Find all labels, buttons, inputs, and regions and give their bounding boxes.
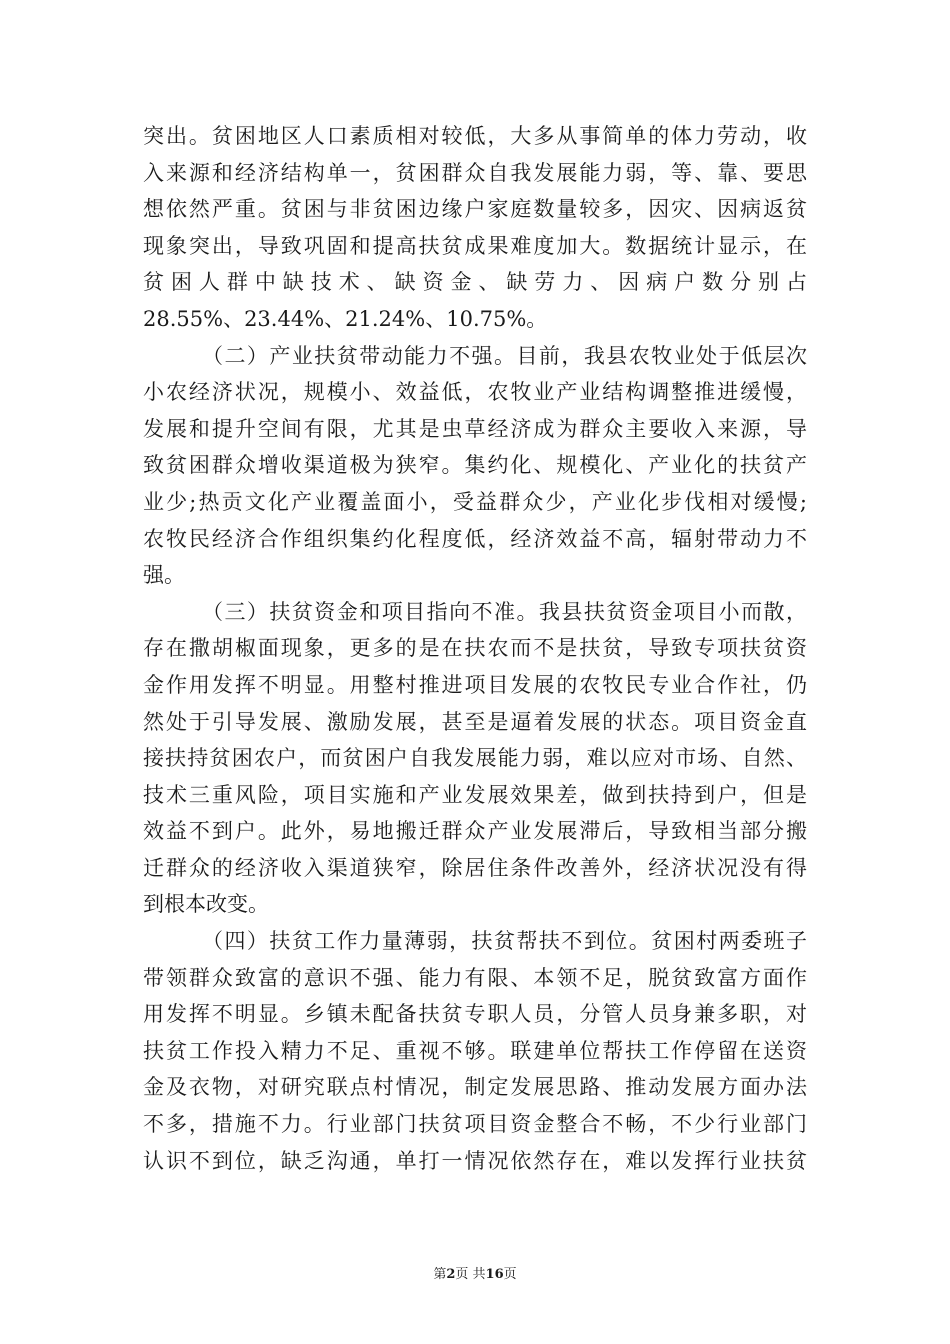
- text-line: 业少;热贡文化产业覆盖面小，受益群众少，产业化步伐相对缓慢;: [143, 489, 807, 514]
- text-line: 迁群众的经济收入渠道狭窄，除居住条件改善外，经济状况没有得: [143, 855, 807, 880]
- text-line: 到根本改变。: [143, 892, 269, 917]
- text-line: 接扶持贫困农户，而贫困户自我发展能力弱，难以应对市场、自然、: [143, 746, 807, 771]
- text-line: 金作用发挥不明显。用整村推进项目发展的农牧民专业合作社，仍: [143, 672, 807, 697]
- total-page-number: 16: [485, 1267, 504, 1282]
- text-line: 技术三重风险，项目实施和产业发展效果差，做到扶持到户，但是: [143, 782, 807, 807]
- text-line: 致贫困群众增收渠道极为狭窄。集约化、规模化、产业化的扶贫产: [143, 453, 807, 478]
- text-line: 农牧民经济合作组织集约化程度低，经济效益不高，辐射带动力不: [143, 526, 807, 551]
- text-line: 小农经济状况，规模小、效益低，农牧业产业结构调整推进缓慢，: [143, 380, 807, 405]
- paragraph-heading-3: （三）扶贫资金和项目指向不准。我县扶贫资金项目小而散，: [202, 599, 807, 624]
- paragraph-heading-2: （二）产业扶贫带动能力不强。目前，我县农牧业处于低层次: [202, 343, 807, 368]
- text-line: 认识不到位，缺乏沟通，单打一情况依然存在，难以发挥行业扶贫: [143, 1148, 807, 1173]
- footer-suffix: 页: [503, 1267, 517, 1282]
- footer-prefix: 第: [433, 1267, 447, 1282]
- text-line: 效益不到户。此外，易地搬迁群众产业发展滞后，导致相当部分搬: [143, 819, 807, 844]
- text-line: 存在撒胡椒面现象，更多的是在扶农而不是扶贫，导致专项扶贫资: [143, 636, 807, 661]
- text-line: 强。: [143, 563, 185, 588]
- text-line: 28.55%、23.44%、21.24%、10.75%。: [143, 306, 548, 331]
- text-line: 不多，措施不力。行业部门扶贫项目资金整合不畅，不少行业部门: [143, 1112, 807, 1137]
- text-line: 用发挥不明显。乡镇未配备扶贫专职人员，分管人员身兼多职，对: [143, 1002, 807, 1027]
- text-line: 突出。贫困地区人口素质相对较低，大多从事简单的体力劳动，收: [143, 124, 807, 148]
- page-footer: [0, 1267, 950, 1283]
- text-line: 带领群众致富的意识不强、能力有限、本领不足，脱贫致富方面作: [143, 965, 807, 990]
- text-line: 现象突出，导致巩固和提高扶贫成果难度加大。数据统计显示，在: [143, 233, 807, 258]
- document-body: [143, 118, 807, 1179]
- text-line: 金及衣物，对研究联点村情况，制定发展思路、推动发展方面办法: [143, 1075, 807, 1100]
- text-line: 发展和提升空间有限，尤其是虫草经济成为群众主要收入来源，导: [143, 416, 807, 441]
- text-line: 贫困人群中缺技术、缺资金、缺劳力、因病户数分别占: [143, 270, 807, 295]
- text-line: 想依然严重。贫困与非贫困边缘户家庭数量较多，因灾、因病返贫: [143, 197, 807, 222]
- text-line: 入来源和经济结构单一，贫困群众自我发展能力弱，等、靠、要思: [143, 160, 807, 185]
- current-page-number: 2: [446, 1267, 456, 1282]
- text-line: 扶贫工作投入精力不足、重视不够。联建单位帮扶工作停留在送资: [143, 1038, 807, 1063]
- text-line: 然处于引导发展、激励发展，甚至是逼着发展的状态。项目资金直: [143, 709, 807, 734]
- footer-middle: 页 共: [455, 1267, 486, 1282]
- paragraph-heading-4: （四）扶贫工作力量薄弱，扶贫帮扶不到位。贫困村两委班子: [202, 929, 807, 954]
